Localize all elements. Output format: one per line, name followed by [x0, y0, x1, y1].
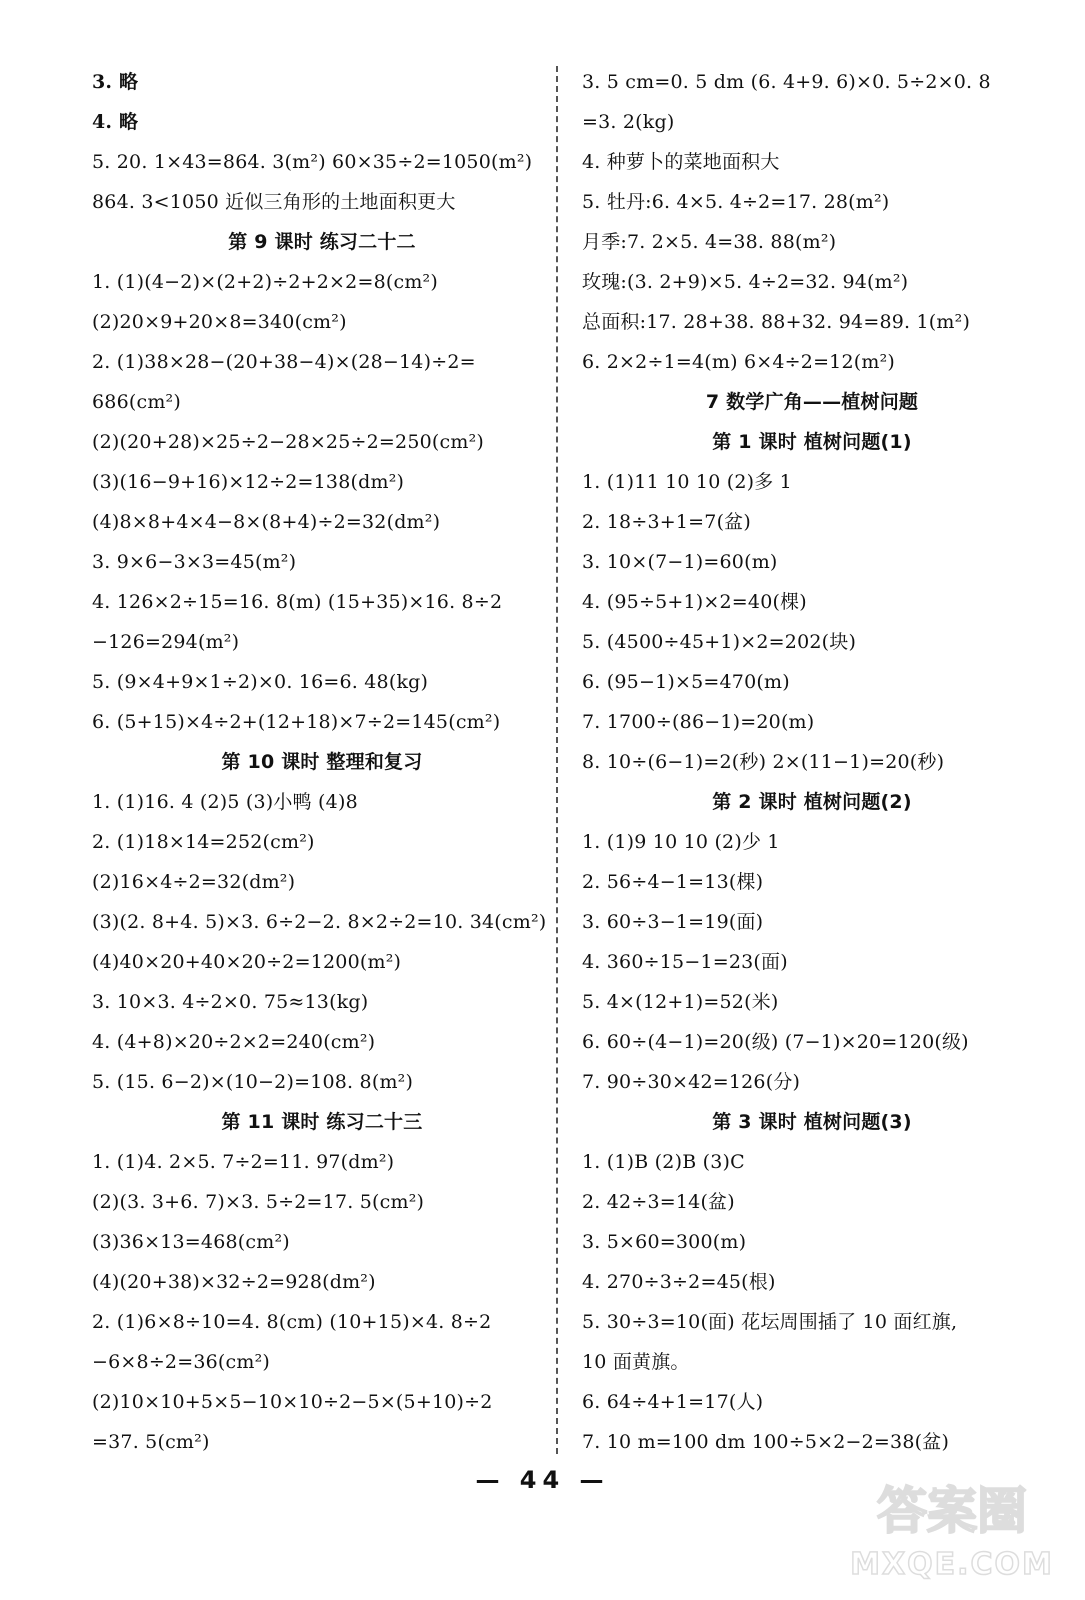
answer-line: 6. 64÷4+1=17(人) — [582, 1391, 764, 1413]
answer-line: 2. (1)18×14=252(cm²) — [92, 831, 315, 853]
answer-line: 1. (1)9 10 10 (2)少 1 — [582, 831, 780, 853]
answer-line: (2)(20+28)×25÷2−28×25÷2=250(cm²) — [92, 431, 485, 453]
answer-line: 3. 5×60=300(m) — [582, 1231, 747, 1253]
answer-line: 686(cm²) — [92, 391, 181, 413]
answer-line: 7. 1700÷(86−1)=20(m) — [582, 711, 815, 733]
answer-line: 6. (95−1)×5=470(m) — [582, 671, 790, 693]
answer-line: 5. 牡丹:6. 4×5. 4÷2=17. 28(m²) — [582, 191, 890, 213]
answer-line: 5. (15. 6−2)×(10−2)=108. 8(m²) — [92, 1071, 414, 1093]
answer-line: 4. (4+8)×20÷2×2=240(cm²) — [92, 1031, 376, 1053]
section-heading: 第 11 课时 练习二十三 — [221, 1111, 423, 1133]
answer-line: 4. 270÷3÷2=45(根) — [582, 1271, 776, 1293]
answer-line: 4. 360÷15−1=23(面) — [582, 951, 788, 973]
answer-line: 5. (4500÷45+1)×2=202(块) — [582, 631, 857, 653]
section-heading: 7 数学广角——植树问题 — [705, 391, 919, 413]
section-heading: 第 2 课时 植树问题(2) — [712, 791, 912, 813]
column-divider — [556, 66, 558, 1454]
answer-line: 2. 42÷3=14(盆) — [582, 1191, 735, 1213]
answer-line: (3)(2. 8+4. 5)×3. 6÷2−2. 8×2÷2=10. 34(cm²) — [92, 911, 547, 933]
answer-line: 7. 10 m=100 dm 100÷5×2−2=38(盆) — [582, 1431, 950, 1453]
answer-line: (4)8×8+4×4−8×(8+4)÷2=32(dm²) — [92, 511, 441, 533]
watermark-text: 答案圈 — [877, 1482, 1027, 1540]
answer-line: (3)(16−9+16)×12÷2=138(dm²) — [92, 471, 405, 493]
answer-line: (2)16×4÷2=32(dm²) — [92, 871, 296, 893]
answer-line: 5. (9×4+9×1÷2)×0. 16=6. 48(kg) — [92, 671, 429, 693]
answer-line: =37. 5(cm²) — [92, 1431, 210, 1453]
answer-line: (2)20×9+20×8=340(cm²) — [92, 311, 347, 333]
answer-line: =3. 2(kg) — [582, 111, 675, 133]
answer-line: 2. 56÷4−1=13(棵) — [582, 871, 764, 893]
answer-line: 1. (1)B (2)B (3)C — [582, 1151, 745, 1173]
answer-line: 5. 30÷3=10(面) 花坛周围插了 10 面红旗, — [582, 1311, 958, 1333]
answer-line: 1. (1)11 10 10 (2)多 1 — [582, 471, 792, 493]
answer-line: 1. (1)4. 2×5. 7÷2=11. 97(dm²) — [92, 1151, 395, 1173]
answer-line: (2)(3. 3+6. 7)×3. 5÷2=17. 5(cm²) — [92, 1191, 425, 1213]
answer-line: −6×8÷2=36(cm²) — [92, 1351, 271, 1373]
answer-line: 10 面黄旗。 — [582, 1351, 690, 1373]
answer-line: 8. 10÷(6−1)=2(秒) 2×(11−1)=20(秒) — [582, 751, 945, 773]
answer-line: (4)40×20+40×20÷2=1200(m²) — [92, 951, 402, 973]
answer-line: 3. 5 cm=0. 5 dm (6. 4+9. 6)×0. 5÷2×0. 8 — [582, 71, 991, 93]
answer-line: 玫瑰:(3. 2+9)×5. 4÷2=32. 94(m²) — [582, 271, 909, 293]
answer-line: 2. (1)6×8÷10=4. 8(cm) (10+15)×4. 8÷2 — [92, 1311, 492, 1333]
answer-line: 4. 略 — [92, 111, 139, 133]
answer-line: 3. 10×(7−1)=60(m) — [582, 551, 778, 573]
left-answer-column — [92, 62, 552, 1462]
section-heading: 第 9 课时 练习二十二 — [228, 231, 416, 253]
section-heading: 第 3 课时 植树问题(3) — [712, 1111, 912, 1133]
page-number: — 44 — — [475, 1466, 610, 1494]
answer-line: 6. (5+15)×4÷2+(12+18)×7÷2=145(cm²) — [92, 711, 501, 733]
answer-line: 2. (1)38×28−(20+38−4)×(28−14)÷2= — [92, 351, 476, 373]
answer-line: 月季:7. 2×5. 4=38. 88(m²) — [582, 231, 837, 253]
answer-line: 4. (95÷5+1)×2=40(棵) — [582, 591, 807, 613]
answer-line: 1. (1)16. 4 (2)5 (3)小鸭 (4)8 — [92, 791, 358, 813]
answer-line: 总面积:17. 28+38. 88+32. 94=89. 1(m²) — [582, 311, 971, 333]
answer-line: 4. 126×2÷15=16. 8(m) (15+35)×16. 8÷2 — [92, 591, 503, 613]
answer-line: 864. 3<1050 近似三角形的土地面积更大 — [92, 191, 456, 213]
answer-line: 6. 2×2÷1=4(m) 6×4÷2=12(m²) — [582, 351, 896, 373]
answer-line: (3)36×13=468(cm²) — [92, 1231, 290, 1253]
answer-line: 3. 60÷3−1=19(面) — [582, 911, 764, 933]
watermark-logo — [847, 1466, 1057, 1586]
answer-line: 3. 略 — [92, 71, 139, 93]
answer-line: 3. 10×3. 4÷2×0. 75≈13(kg) — [92, 991, 369, 1013]
answer-line: (4)(20+38)×32÷2=928(dm²) — [92, 1271, 376, 1293]
answer-line: (2)10×10+5×5−10×10÷2−5×(5+10)÷2 — [92, 1391, 493, 1413]
section-heading: 第 10 课时 整理和复习 — [221, 751, 423, 773]
watermark-url: MXQE.COM — [850, 1547, 1054, 1582]
answer-line: 5. 4×(12+1)=52(米) — [582, 991, 779, 1013]
answer-line: 3. 9×6−3×3=45(m²) — [92, 551, 297, 573]
answer-line: 7. 90÷30×42=126(分) — [582, 1071, 801, 1093]
answer-line: 6. 60÷(4−1)=20(级) (7−1)×20=120(级) — [582, 1031, 969, 1053]
answer-line: −126=294(m²) — [92, 631, 240, 653]
answer-line: 4. 种萝卜的菜地面积大 — [582, 151, 780, 173]
answer-line: 1. (1)(4−2)×(2+2)÷2+2×2=8(cm²) — [92, 271, 438, 293]
answer-line: 2. 18÷3+1=7(盆) — [582, 511, 751, 533]
section-heading: 第 1 课时 植树问题(1) — [712, 431, 912, 453]
answer-line: 5. 20. 1×43=864. 3(m²) 60×35÷2=1050(m²) — [92, 151, 533, 173]
right-answer-column — [582, 62, 1042, 1462]
